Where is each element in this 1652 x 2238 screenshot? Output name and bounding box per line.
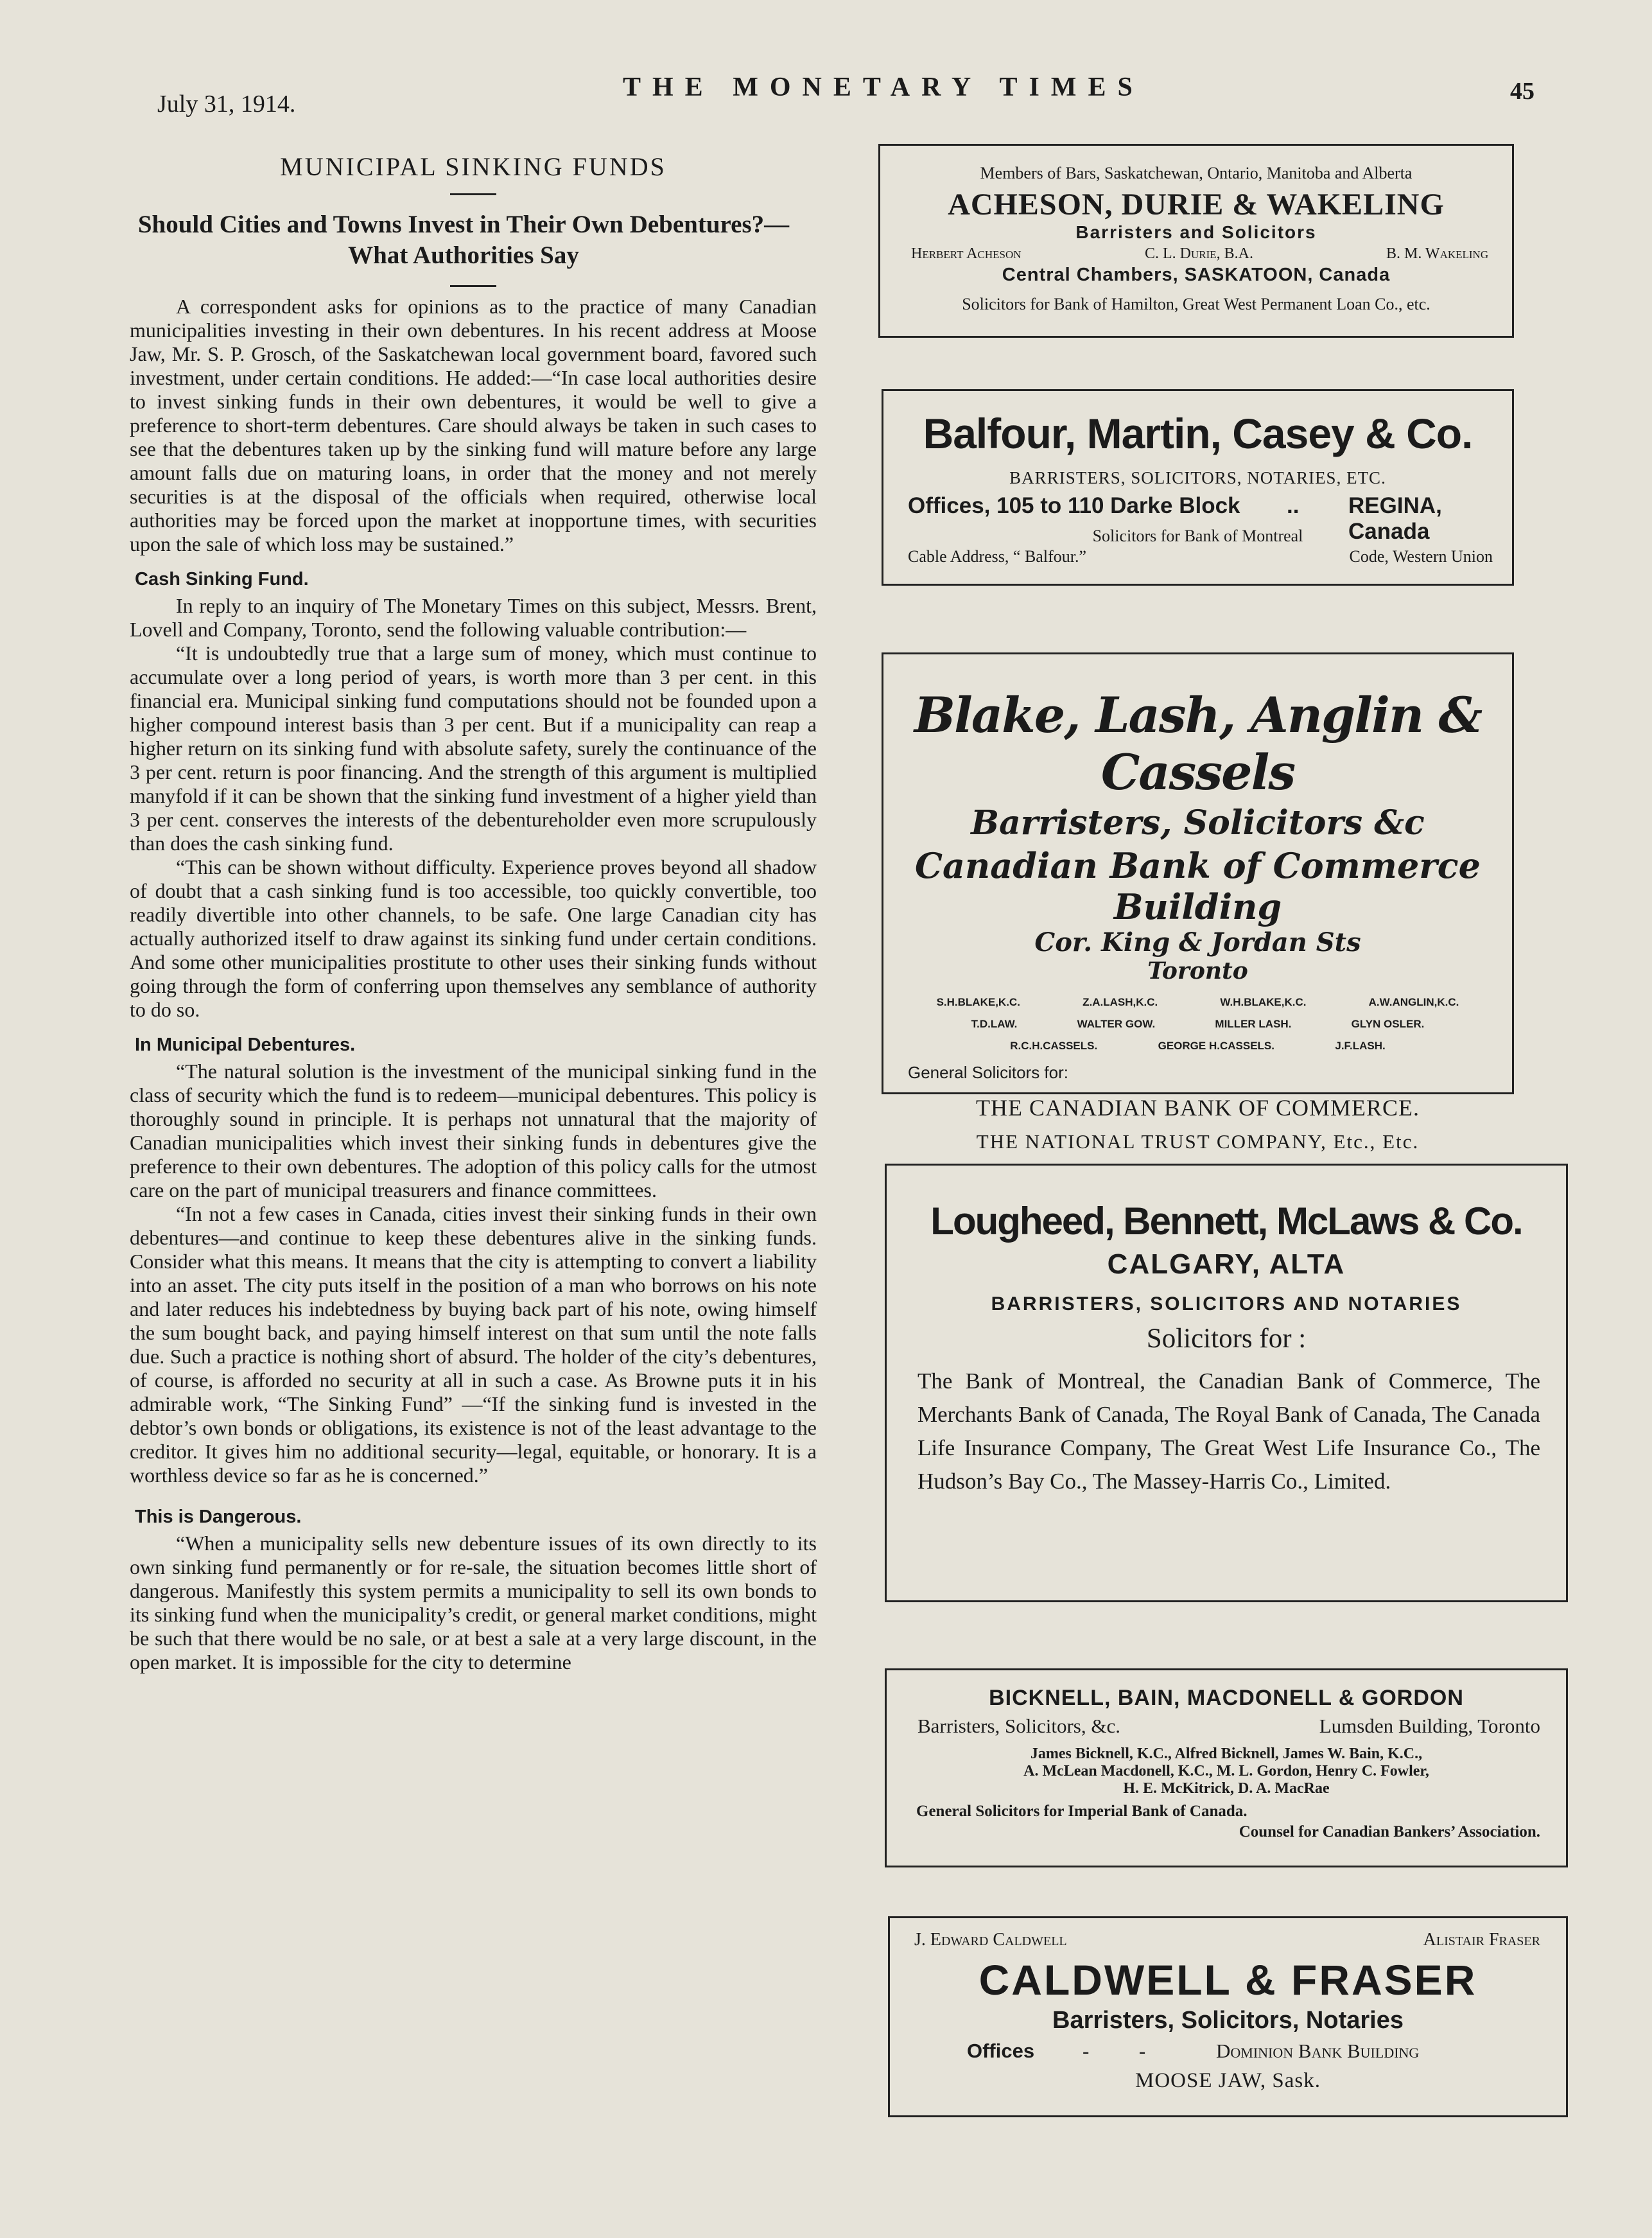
- partners-row-3: [980, 1040, 1416, 1053]
- paragraph: A correspondent asks for opinions as to the practice of many Canadian municipalities investing in their own debentures. In his recent address at Moose Jaw, Mr. S. P. Grosch, of the Saskatchewan local government board, favored such investment, under certain conditions. He added:—“In case local authorities desire to invest sinking funds in their own debentures, it would be well to give a preference to short-term debentures. Care should always be taken in such cases to see that the debentures taken up by the sinking fund will mature before any large amount falls due on maturing loans, in order that the money and not merely securities is at the disposal of the officials when required, otherwise local authorities may be forced upon the market at inopportune times, with securities upon the sale of which loss may be sustained.”: [130, 295, 817, 555]
- masthead-title: THE MONETARY TIMES: [623, 73, 1144, 102]
- partner-name: C. L. Durie, B.A.: [1145, 245, 1254, 262]
- solicitors-for: Solicitors for Bank of Montreal: [1092, 527, 1303, 545]
- firm-name: Lougheed, Bennett, McLaws & Co.: [930, 1200, 1522, 1243]
- page-header: [0, 69, 1652, 118]
- partners-row-1: [905, 996, 1490, 1009]
- telegraph-code: Code, Western Union: [1349, 547, 1493, 566]
- general-solicitors: General Solicitors for Imperial Bank of Canada.: [916, 1803, 1248, 1820]
- offices-line: [890, 2034, 1566, 2063]
- partner-name: GEORGE H.CASSELS.: [1158, 1040, 1274, 1052]
- article-column: [130, 148, 817, 1674]
- paragraph: “In not a few cases in Canada, cities invest their sinking funds in their own debentures—and continue to keep these debentures alive in the sinking funds. Consider what this means. It means that the city is attempting to convert a liability into an asset. The city puts itself in the position of a man who borrows on his note and later reduces his indebtedness by buying back part of his note, owing himself the sum bought back, and paying himself interest on that sum until the note falls due. Such a practice is nothing short of absurd. The holder of the city’s debentures, of course, is afforded no security at all in such a case. As Browne puts it in his admirable work, “The Sinking Fund” —“If the sinking fund is invested in the debtor’s own bonds or obligations, its existence is not of the least advantage to the creditor. It gives him no additional security—legal, equitable, or honorary. It is a worthless device so far as he is concerned.”: [130, 1202, 817, 1487]
- partner-names: [880, 243, 1512, 265]
- partners-line: [890, 1918, 1566, 1953]
- partner-name: R.C.H.CASSELS.: [1010, 1040, 1098, 1052]
- cable-address: Cable Address, “ Balfour.”: [908, 547, 1086, 566]
- cable-line: [883, 546, 1512, 569]
- paragraph: In reply to an inquiry of The Monetary Times on this subject, Messrs. Brent, Lovell and Company, Toronto, send the following valuable contribution:—: [130, 594, 817, 641]
- partners-row-2: [941, 1018, 1454, 1031]
- partner-name: S.H.BLAKE,K.C.: [936, 996, 1020, 1008]
- firm-name: CALDWELL & FRASER: [978, 1956, 1477, 2004]
- partner-name: T.D.LAW.: [971, 1018, 1018, 1030]
- article-body: [130, 295, 817, 1674]
- client-name: THE CANADIAN BANK OF COMMERCE.: [975, 1095, 1420, 1121]
- firm-address: Lumsden Building, Toronto: [1319, 1715, 1540, 1737]
- paragraph: “It is undoubtedly true that a large sum of money, which must continue to accumulate over a long period of years, is worth more than 3 per cent. in this financial era. Municipal sinking fund computations should not be founded upon a higher compound interest basis than 3 per cent. But if a municipality can reap a higher return on its sinking fund with absolute safety, surely the continuance of the 3 per cent. return is poor financing. And the strength of this argument is multiplied manyfold if it can be shown that the sinking fund investment of a higher yield than 3 per cent. conserves the interests of the debentureholder even more scrupulously than does the cash sinking fund.: [130, 642, 817, 855]
- ad-caldwell-fraser: [888, 1916, 1568, 2117]
- firm-name: Blake, Lash, Anglin & Cassels: [914, 686, 1482, 801]
- partner-name: Herbert Acheson: [911, 245, 1022, 262]
- subtitle-rule: [450, 285, 496, 287]
- partner-name: J.F.LASH.: [1335, 1040, 1386, 1052]
- role-address-line: [887, 1711, 1566, 1739]
- section-heading: Cash Sinking Fund.: [135, 569, 309, 590]
- firm-address: Central Chambers, SASKATOON, Canada: [1002, 265, 1391, 285]
- partner-name: W.H.BLAKE,K.C.: [1220, 996, 1307, 1008]
- partner-name: A.W.ANGLIN,K.C.: [1368, 996, 1459, 1008]
- general-solicitors-label: General Solicitors for:: [908, 1063, 1068, 1082]
- firm-name: Balfour, Martin, Casey & Co.: [923, 410, 1473, 457]
- ad-bicknell-bain-macdonell-gordon: [885, 1668, 1568, 1867]
- counsel-for: Counsel for Canadian Bankers’ Association.: [1239, 1823, 1540, 1840]
- paragraph: “The natural solution is the investment of the municipal sinking fund in the class of security which the fund is to redeem—municipal debentures. This policy is thoroughly sound in principle. It is perhaps not unnatural that the majority of Canadian municipalities which invest their sinking funds in debentures give the preference to their own debentures. The adoption of this policy calls for the utmost care on the part of municipal treasurers and finance committees.: [130, 1060, 817, 1202]
- article-subtitle: Should Cities and Towns Invest in Their Own Debentures?—What Authorities Say: [137, 211, 790, 269]
- ad-blake-lash-anglin-cassels: [882, 652, 1514, 1153]
- bar-memberships: Members of Bars, Saskatchewan, Ontario, Manitoba and Alberta: [980, 164, 1413, 182]
- firm-role: Barristers, Solicitors &c: [971, 803, 1425, 843]
- page-number: 45: [1510, 78, 1535, 105]
- article-title: MUNICIPAL SINKING FUNDS: [280, 152, 666, 181]
- partner-name: GLYN OSLER.: [1351, 1018, 1425, 1030]
- city: Toronto: [1147, 957, 1248, 984]
- offices: Offices, 105 to 110 Darke Block: [908, 493, 1240, 518]
- firm-role: BARRISTERS, SOLICITORS AND NOTARIES: [991, 1293, 1462, 1315]
- solicitors-for: Solicitors for :: [1146, 1324, 1307, 1354]
- title-rule: [450, 193, 496, 195]
- paragraph: “When a municipality sells new debenture issues of its own directly to its own sinking fund permanently or for re-sale, the situation becomes little short of dangerous. Manifestly this system permits a municipality to sell its own bonds to its sinking fund when the municipality’s credit, or general market conditions, might be such that there would be no sale, or at best a sale at a very large discount, in the open market. It is impossible for the city to determine: [130, 1532, 817, 1674]
- section-heading: In Municipal Debentures.: [135, 1035, 356, 1055]
- ad-acheson-durie-wakeling: [878, 144, 1514, 338]
- building-name: Canadian Bank of Commerce Building: [914, 845, 1481, 927]
- separator: ..: [1287, 493, 1300, 518]
- city: CALGARY, ALTA: [1107, 1248, 1346, 1280]
- client-list: The Bank of Montreal, the Canadian Bank of Commerce, The Merchants Bank of Canada, The Royal Bank of Canada, The Canada Life Insurance Company, The Great West Life Insurance Co., The Hudson’s Bay Co., The Massey-Harris Co., Limited.: [917, 1368, 1540, 1494]
- offices-label: Offices: [967, 2040, 1035, 2062]
- firm-role: Barristers, Solicitors, &c.: [917, 1715, 1120, 1737]
- city: MOOSE JAW, Sask.: [1135, 2069, 1321, 2092]
- firm-role: Barristers and Solicitors: [1075, 222, 1317, 242]
- partner-name: Alistair Fraser: [1423, 1930, 1540, 1950]
- separator: - -: [1082, 2040, 1146, 2062]
- street-corner: Cor. King & Jordan Sts: [1034, 927, 1361, 957]
- solicitors-for: Solicitors for Bank of Hamilton, Great West Permanent Loan Co., etc.: [962, 295, 1430, 313]
- members-list: James Bicknell, K.C., Alfred Bicknell, James W. Bain, K.C., A. McLean Macdonell, K.C., M. L. Gordon, Henry C. Fowler, H. E. McKitrick, D. A. MacRae: [1023, 1745, 1429, 1797]
- client-name: THE NATIONAL TRUST COMPANY, Etc., Etc.: [976, 1130, 1420, 1153]
- ad-lougheed-bennett-mclaws: [885, 1164, 1568, 1602]
- section-heading: This is Dangerous.: [135, 1507, 302, 1527]
- city: REGINA, Canada: [1348, 493, 1442, 544]
- paragraph: “This can be shown without difficulty. Experience proves beyond all shadow of doubt that a cash sinking fund is too accessible, too quickly convertible, too readily divertible into other channels, to be safe. One large Canadian city has actually authorized itself to draw against its sinking fund under certain conditions. And some other municipalities prostitute to other uses their sinking funds without going through the form of conferring upon themselves any semblance of authority to do so.: [130, 855, 817, 1021]
- partner-name: WALTER GOW.: [1077, 1018, 1156, 1030]
- partner-name: J. Edward Caldwell: [914, 1930, 1067, 1950]
- partner-name: MILLER LASH.: [1215, 1018, 1292, 1030]
- firm-role: Barristers, Solicitors, Notaries: [1052, 2007, 1404, 2034]
- firm-name: BICKNELL, BAIN, MACDONELL & GORDON: [989, 1686, 1464, 1710]
- issue-date: July 31, 1914.: [157, 91, 296, 118]
- partner-name: Z.A.LASH,K.C.: [1082, 996, 1158, 1008]
- building-name: Dominion Bank Building: [1216, 2040, 1420, 2062]
- firm-role: BARRISTERS, SOLICITORS, NOTARIES, ETC.: [1009, 468, 1386, 487]
- firm-name: ACHESON, DURIE & WAKELING: [948, 188, 1445, 222]
- ad-balfour-martin-casey: [882, 389, 1514, 586]
- partner-name: B. M. Wakeling: [1386, 245, 1489, 262]
